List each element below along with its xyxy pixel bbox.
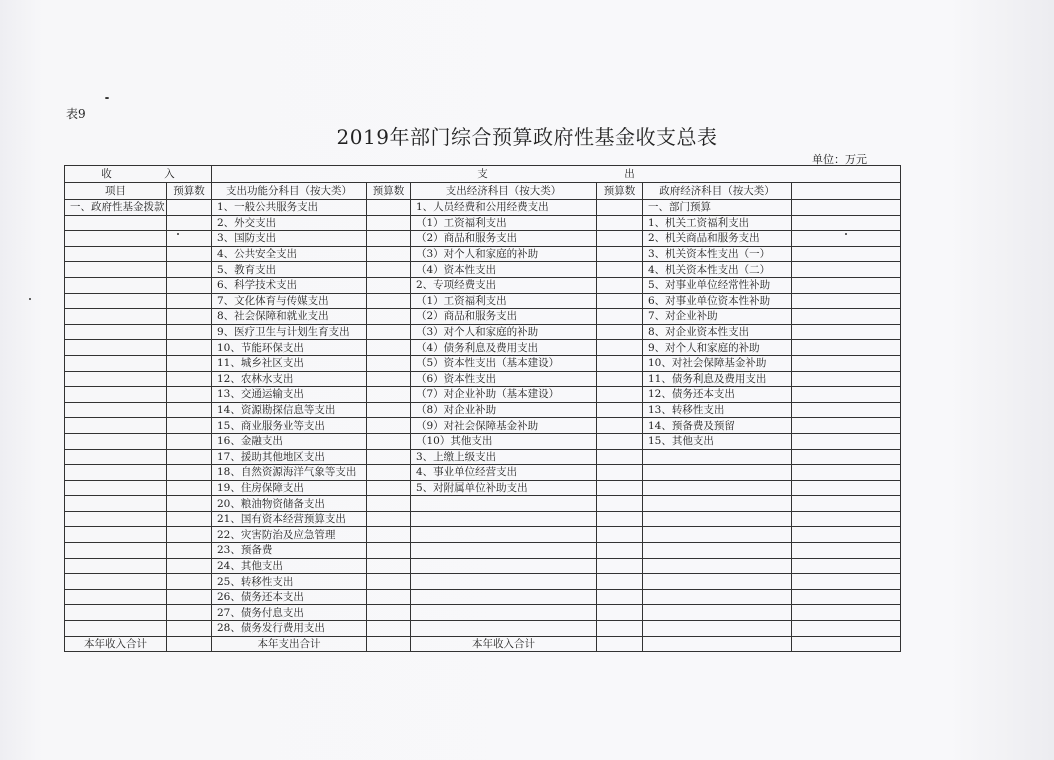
table-cell: [643, 558, 792, 574]
table-cell: 5、对附属单位补助支出: [411, 480, 597, 496]
col-header: 预算数: [367, 183, 411, 200]
table-cell: [367, 480, 411, 496]
table-cell: [167, 527, 212, 543]
table-cell: 8、对企业资本性支出: [643, 324, 792, 340]
table-cell: [65, 355, 167, 371]
table-cell: [65, 340, 167, 356]
table-cell: 4、机关资本性支出（二）: [643, 262, 792, 278]
table-cell: [792, 246, 901, 262]
table-cell: [367, 262, 411, 278]
table-cell: [65, 277, 167, 293]
table-row: [65, 480, 901, 496]
table-cell: [792, 449, 901, 465]
table-cell: [597, 574, 643, 590]
table-cell: 25、转移性支出: [212, 574, 367, 590]
table-cell: [792, 231, 901, 247]
table-cell: 22、灾害防治及应急管理: [212, 527, 367, 543]
table-cell: [597, 402, 643, 418]
table-cell: [65, 480, 167, 496]
table-cell: [792, 387, 901, 403]
table-cell: 16、金融支出: [212, 433, 367, 449]
table-cell: [597, 200, 643, 216]
table-cell: [792, 480, 901, 496]
table-cell: [167, 355, 212, 371]
table-row: [65, 465, 901, 481]
table-cell: [167, 589, 212, 605]
table-cell: 28、债务发行费用支出: [212, 621, 367, 637]
col-header: 政府经济科目（按大类）: [643, 183, 792, 200]
table-cell: 19、住房保障支出: [212, 480, 367, 496]
table-row: [65, 309, 901, 325]
table-cell: [65, 402, 167, 418]
table-cell: [597, 496, 643, 512]
table-cell: 23、预备费: [212, 543, 367, 559]
table-cell: [792, 355, 901, 371]
table-cell: [367, 293, 411, 309]
table-cell: [367, 589, 411, 605]
table-row: [65, 418, 901, 434]
table-cell: 24、其他支出: [212, 558, 367, 574]
table-cell: [367, 387, 411, 403]
col-header: [792, 183, 901, 200]
table-cell: （4）资本性支出: [411, 262, 597, 278]
table-cell: [167, 511, 212, 527]
table-row: [65, 340, 901, 356]
totals-cell: 本年支出合计: [212, 636, 367, 652]
table-cell: [643, 621, 792, 637]
table-row: [65, 277, 901, 293]
table-cell: （5）资本性支出（基本建设）: [411, 355, 597, 371]
table-row: [65, 371, 901, 387]
table-cell: [367, 402, 411, 418]
table-cell: [367, 200, 411, 216]
table-cell: [367, 605, 411, 621]
table-cell: [367, 246, 411, 262]
table-cell: [643, 589, 792, 605]
table-cell: （2）商品和服务支出: [411, 309, 597, 325]
table-cell: [597, 449, 643, 465]
table-cell: 13、交通运输支出: [212, 387, 367, 403]
table-cell: [367, 543, 411, 559]
table-cell: 26、债务还本支出: [212, 589, 367, 605]
table-cell: [367, 449, 411, 465]
table-cell: [597, 387, 643, 403]
table-cell: [367, 496, 411, 512]
table-cell: [65, 605, 167, 621]
table-cell: [367, 511, 411, 527]
table-cell: [367, 433, 411, 449]
table-cell: [792, 215, 901, 231]
table-cell: 10、对社会保障基金补助: [643, 355, 792, 371]
table-cell: 3、国防支出: [212, 231, 367, 247]
table-cell: [643, 574, 792, 590]
table-cell: 5、教育支出: [212, 262, 367, 278]
table-cell: 1、人员经费和公用经费支出: [411, 200, 597, 216]
table-cell: [65, 558, 167, 574]
table-cell: [597, 605, 643, 621]
table-cell: [792, 589, 901, 605]
table-cell: [65, 574, 167, 590]
table-cell: [65, 433, 167, 449]
table-cell: [367, 558, 411, 574]
table-cell: [167, 402, 212, 418]
unit-label: 单位：万元: [812, 153, 867, 166]
table-cell: [597, 262, 643, 278]
table-row: [65, 511, 901, 527]
table-cell: （3）对个人和家庭的补助: [411, 324, 597, 340]
table-cell: [65, 309, 167, 325]
table-cell: 2、外交支出: [212, 215, 367, 231]
table-cell: [65, 324, 167, 340]
table-row: [65, 355, 901, 371]
table-row: [65, 387, 901, 403]
totals-cell: [792, 636, 901, 652]
table-cell: 3、上缴上级支出: [411, 449, 597, 465]
table-cell: [367, 465, 411, 481]
table-cell: 一、政府性基金拨款: [65, 200, 167, 216]
income-header: 收 入: [65, 166, 212, 183]
header-row-1: [65, 166, 901, 183]
table-cell: 15、商业服务业等支出: [212, 418, 367, 434]
table-cell: [597, 324, 643, 340]
table-cell: 18、自然资源海洋气象等支出: [212, 465, 367, 481]
table-cell: [65, 293, 167, 309]
table-row: [65, 200, 901, 216]
table-cell: （4）债务利息及费用支出: [411, 340, 597, 356]
table-cell: [597, 246, 643, 262]
table-cell: 4、事业单位经营支出: [411, 465, 597, 481]
table-cell: [597, 465, 643, 481]
table-cell: [792, 465, 901, 481]
table-cell: [792, 605, 901, 621]
table-cell: [411, 543, 597, 559]
table-cell: （7）对企业补助（基本建设）: [411, 387, 597, 403]
table-cell: 6、科学技术支出: [212, 277, 367, 293]
table-cell: 6、对事业单位资本性补助: [643, 293, 792, 309]
table-row: [65, 574, 901, 590]
table-cell: 11、债务利息及费用支出: [643, 371, 792, 387]
table-cell: [643, 543, 792, 559]
table-cell: [367, 340, 411, 356]
table-cell: [792, 277, 901, 293]
table-cell: 1、机关工资福利支出: [643, 215, 792, 231]
table-cell: 2、专项经费支出: [411, 277, 597, 293]
table-cell: [167, 496, 212, 512]
table-cell: [367, 309, 411, 325]
table-cell: 14、预备费及预留: [643, 418, 792, 434]
table-cell: [411, 589, 597, 605]
table-cell: 2、机关商品和服务支出: [643, 231, 792, 247]
col-header: 预算数: [167, 183, 212, 200]
table-cell: （2）商品和服务支出: [411, 231, 597, 247]
table-cell: 15、其他支出: [643, 433, 792, 449]
table-cell: 5、对事业单位经常性补助: [643, 277, 792, 293]
table-cell: （8）对企业补助: [411, 402, 597, 418]
table-number: 表9: [66, 107, 86, 121]
table-cell: [597, 558, 643, 574]
table-cell: [792, 402, 901, 418]
header-row-2: [65, 183, 901, 200]
table-cell: [643, 465, 792, 481]
table-cell: [643, 449, 792, 465]
table-cell: [597, 480, 643, 496]
scan-mark: [29, 298, 31, 300]
totals-cell: [167, 636, 212, 652]
table-cell: [792, 511, 901, 527]
table-cell: [597, 543, 643, 559]
table-cell: [167, 387, 212, 403]
table-cell: [167, 200, 212, 216]
table-cell: 9、医疗卫生与计划生育支出: [212, 324, 367, 340]
table-cell: 13、转移性支出: [643, 402, 792, 418]
table-cell: [792, 262, 901, 278]
table-cell: [597, 589, 643, 605]
table-cell: [167, 262, 212, 278]
table-cell: [367, 621, 411, 637]
table-cell: [167, 621, 212, 637]
table-cell: [367, 371, 411, 387]
table-cell: [167, 558, 212, 574]
table-cell: 7、对企业补助: [643, 309, 792, 325]
table-cell: [597, 309, 643, 325]
table-cell: [597, 418, 643, 434]
table-cell: 20、粮油物资储备支出: [212, 496, 367, 512]
table-row: [65, 246, 901, 262]
table-cell: [411, 621, 597, 637]
table-cell: [792, 418, 901, 434]
table-cell: [167, 293, 212, 309]
table-cell: [597, 340, 643, 356]
col-header: 支出经济科目（按大类）: [411, 183, 597, 200]
table-cell: [167, 340, 212, 356]
table-cell: [643, 480, 792, 496]
table-cell: [65, 262, 167, 278]
table-cell: [367, 324, 411, 340]
table-row: [65, 433, 901, 449]
table-cell: 12、债务还本支出: [643, 387, 792, 403]
table-row: [65, 589, 901, 605]
table-cell: [597, 355, 643, 371]
table-cell: [65, 371, 167, 387]
col-header: 项目: [65, 183, 167, 200]
page-title: 2019年部门综合预算政府性基金收支总表: [336, 125, 718, 149]
table-cell: [167, 543, 212, 559]
table-cell: [411, 511, 597, 527]
table-cell: 一、部门预算: [643, 200, 792, 216]
table-cell: [167, 433, 212, 449]
table-row: [65, 621, 901, 637]
totals-cell: 本年收入合计: [65, 636, 167, 652]
table-cell: [792, 340, 901, 356]
table-row: [65, 324, 901, 340]
table-row: [65, 402, 901, 418]
table-cell: （3）对个人和家庭的补助: [411, 246, 597, 262]
table-row: [65, 449, 901, 465]
table-cell: [792, 574, 901, 590]
totals-cell: [367, 636, 411, 652]
table-cell: （1）工资福利支出: [411, 293, 597, 309]
table-row: [65, 543, 901, 559]
table-row: [65, 527, 901, 543]
table-cell: [65, 527, 167, 543]
col-header: 预算数: [597, 183, 643, 200]
table-cell: [597, 215, 643, 231]
table-cell: 3、机关资本性支出（一）: [643, 246, 792, 262]
table-cell: [792, 293, 901, 309]
table-cell: [367, 527, 411, 543]
table-cell: [597, 277, 643, 293]
table-cell: [411, 527, 597, 543]
table-cell: [167, 605, 212, 621]
table-cell: [643, 496, 792, 512]
table-cell: [65, 449, 167, 465]
table-cell: [597, 231, 643, 247]
totals-cell: [597, 636, 643, 652]
table-cell: 9、对个人和家庭的补助: [643, 340, 792, 356]
table-cell: [792, 324, 901, 340]
table-cell: [167, 465, 212, 481]
table-cell: 12、农林水支出: [212, 371, 367, 387]
table-cell: [65, 511, 167, 527]
table-cell: [167, 418, 212, 434]
table-row: [65, 231, 901, 247]
table-cell: [792, 621, 901, 637]
table-cell: [597, 621, 643, 637]
table-cell: 14、资源勘探信息等支出: [212, 402, 367, 418]
table-cell: [411, 605, 597, 621]
table-row: [65, 215, 901, 231]
table-cell: [597, 527, 643, 543]
table-cell: [65, 418, 167, 434]
table-cell: [167, 231, 212, 247]
table-cell: （1）工资福利支出: [411, 215, 597, 231]
budget-table: [64, 165, 901, 652]
table-cell: [65, 465, 167, 481]
table-cell: [792, 371, 901, 387]
table-cell: [643, 511, 792, 527]
table-cell: [65, 246, 167, 262]
scan-mark: [105, 97, 109, 99]
table-cell: [65, 496, 167, 512]
table-cell: [792, 558, 901, 574]
table-cell: 7、文化体育与传媒支出: [212, 293, 367, 309]
table-cell: [167, 246, 212, 262]
expense-header: 支 出: [212, 166, 901, 183]
table-cell: [597, 371, 643, 387]
table-cell: [167, 574, 212, 590]
table-cell: [167, 215, 212, 231]
table-cell: [367, 574, 411, 590]
table-cell: [411, 558, 597, 574]
table-cell: [411, 496, 597, 512]
totals-cell: 本年收入合计: [411, 636, 597, 652]
table-cell: [65, 621, 167, 637]
table-row: [65, 293, 901, 309]
table-cell: [65, 387, 167, 403]
table-cell: （9）对社会保障基金补助: [411, 418, 597, 434]
table-cell: [167, 449, 212, 465]
table-row: [65, 496, 901, 512]
table-cell: [167, 277, 212, 293]
table-cell: [65, 231, 167, 247]
table-cell: [167, 309, 212, 325]
table-row: [65, 605, 901, 621]
table-cell: [367, 215, 411, 231]
table-cell: [411, 574, 597, 590]
table-cell: [367, 231, 411, 247]
table-cell: [65, 543, 167, 559]
table-cell: [167, 324, 212, 340]
table-cell: [792, 496, 901, 512]
table-row: [65, 262, 901, 278]
table-cell: [643, 527, 792, 543]
table-cell: 27、债务付息支出: [212, 605, 367, 621]
table-cell: [792, 527, 901, 543]
table-cell: [597, 293, 643, 309]
table-cell: [597, 433, 643, 449]
table-row: [65, 558, 901, 574]
table-cell: 1、一般公共服务支出: [212, 200, 367, 216]
table-cell: [367, 355, 411, 371]
totals-row: [65, 636, 901, 652]
table-cell: [367, 277, 411, 293]
table-cell: [792, 309, 901, 325]
table-cell: 4、公共安全支出: [212, 246, 367, 262]
table-cell: [367, 418, 411, 434]
table-cell: [597, 511, 643, 527]
table-body: [65, 200, 901, 652]
totals-cell: [643, 636, 792, 652]
table-cell: [65, 589, 167, 605]
table-cell: [167, 371, 212, 387]
table-cell: 17、援助其他地区支出: [212, 449, 367, 465]
table-cell: [65, 215, 167, 231]
table-cell: 11、城乡社区支出: [212, 355, 367, 371]
table-cell: [167, 480, 212, 496]
table-cell: 8、社会保障和就业支出: [212, 309, 367, 325]
col-header: 支出功能分科目（按大类）: [212, 183, 367, 200]
table-cell: [792, 433, 901, 449]
table-cell: [792, 200, 901, 216]
table-cell: [792, 543, 901, 559]
table-cell: （6）资本性支出: [411, 371, 597, 387]
table-cell: 10、节能环保支出: [212, 340, 367, 356]
table-cell: 21、国有资本经营预算支出: [212, 511, 367, 527]
table-cell: [643, 605, 792, 621]
table-cell: （10）其他支出: [411, 433, 597, 449]
